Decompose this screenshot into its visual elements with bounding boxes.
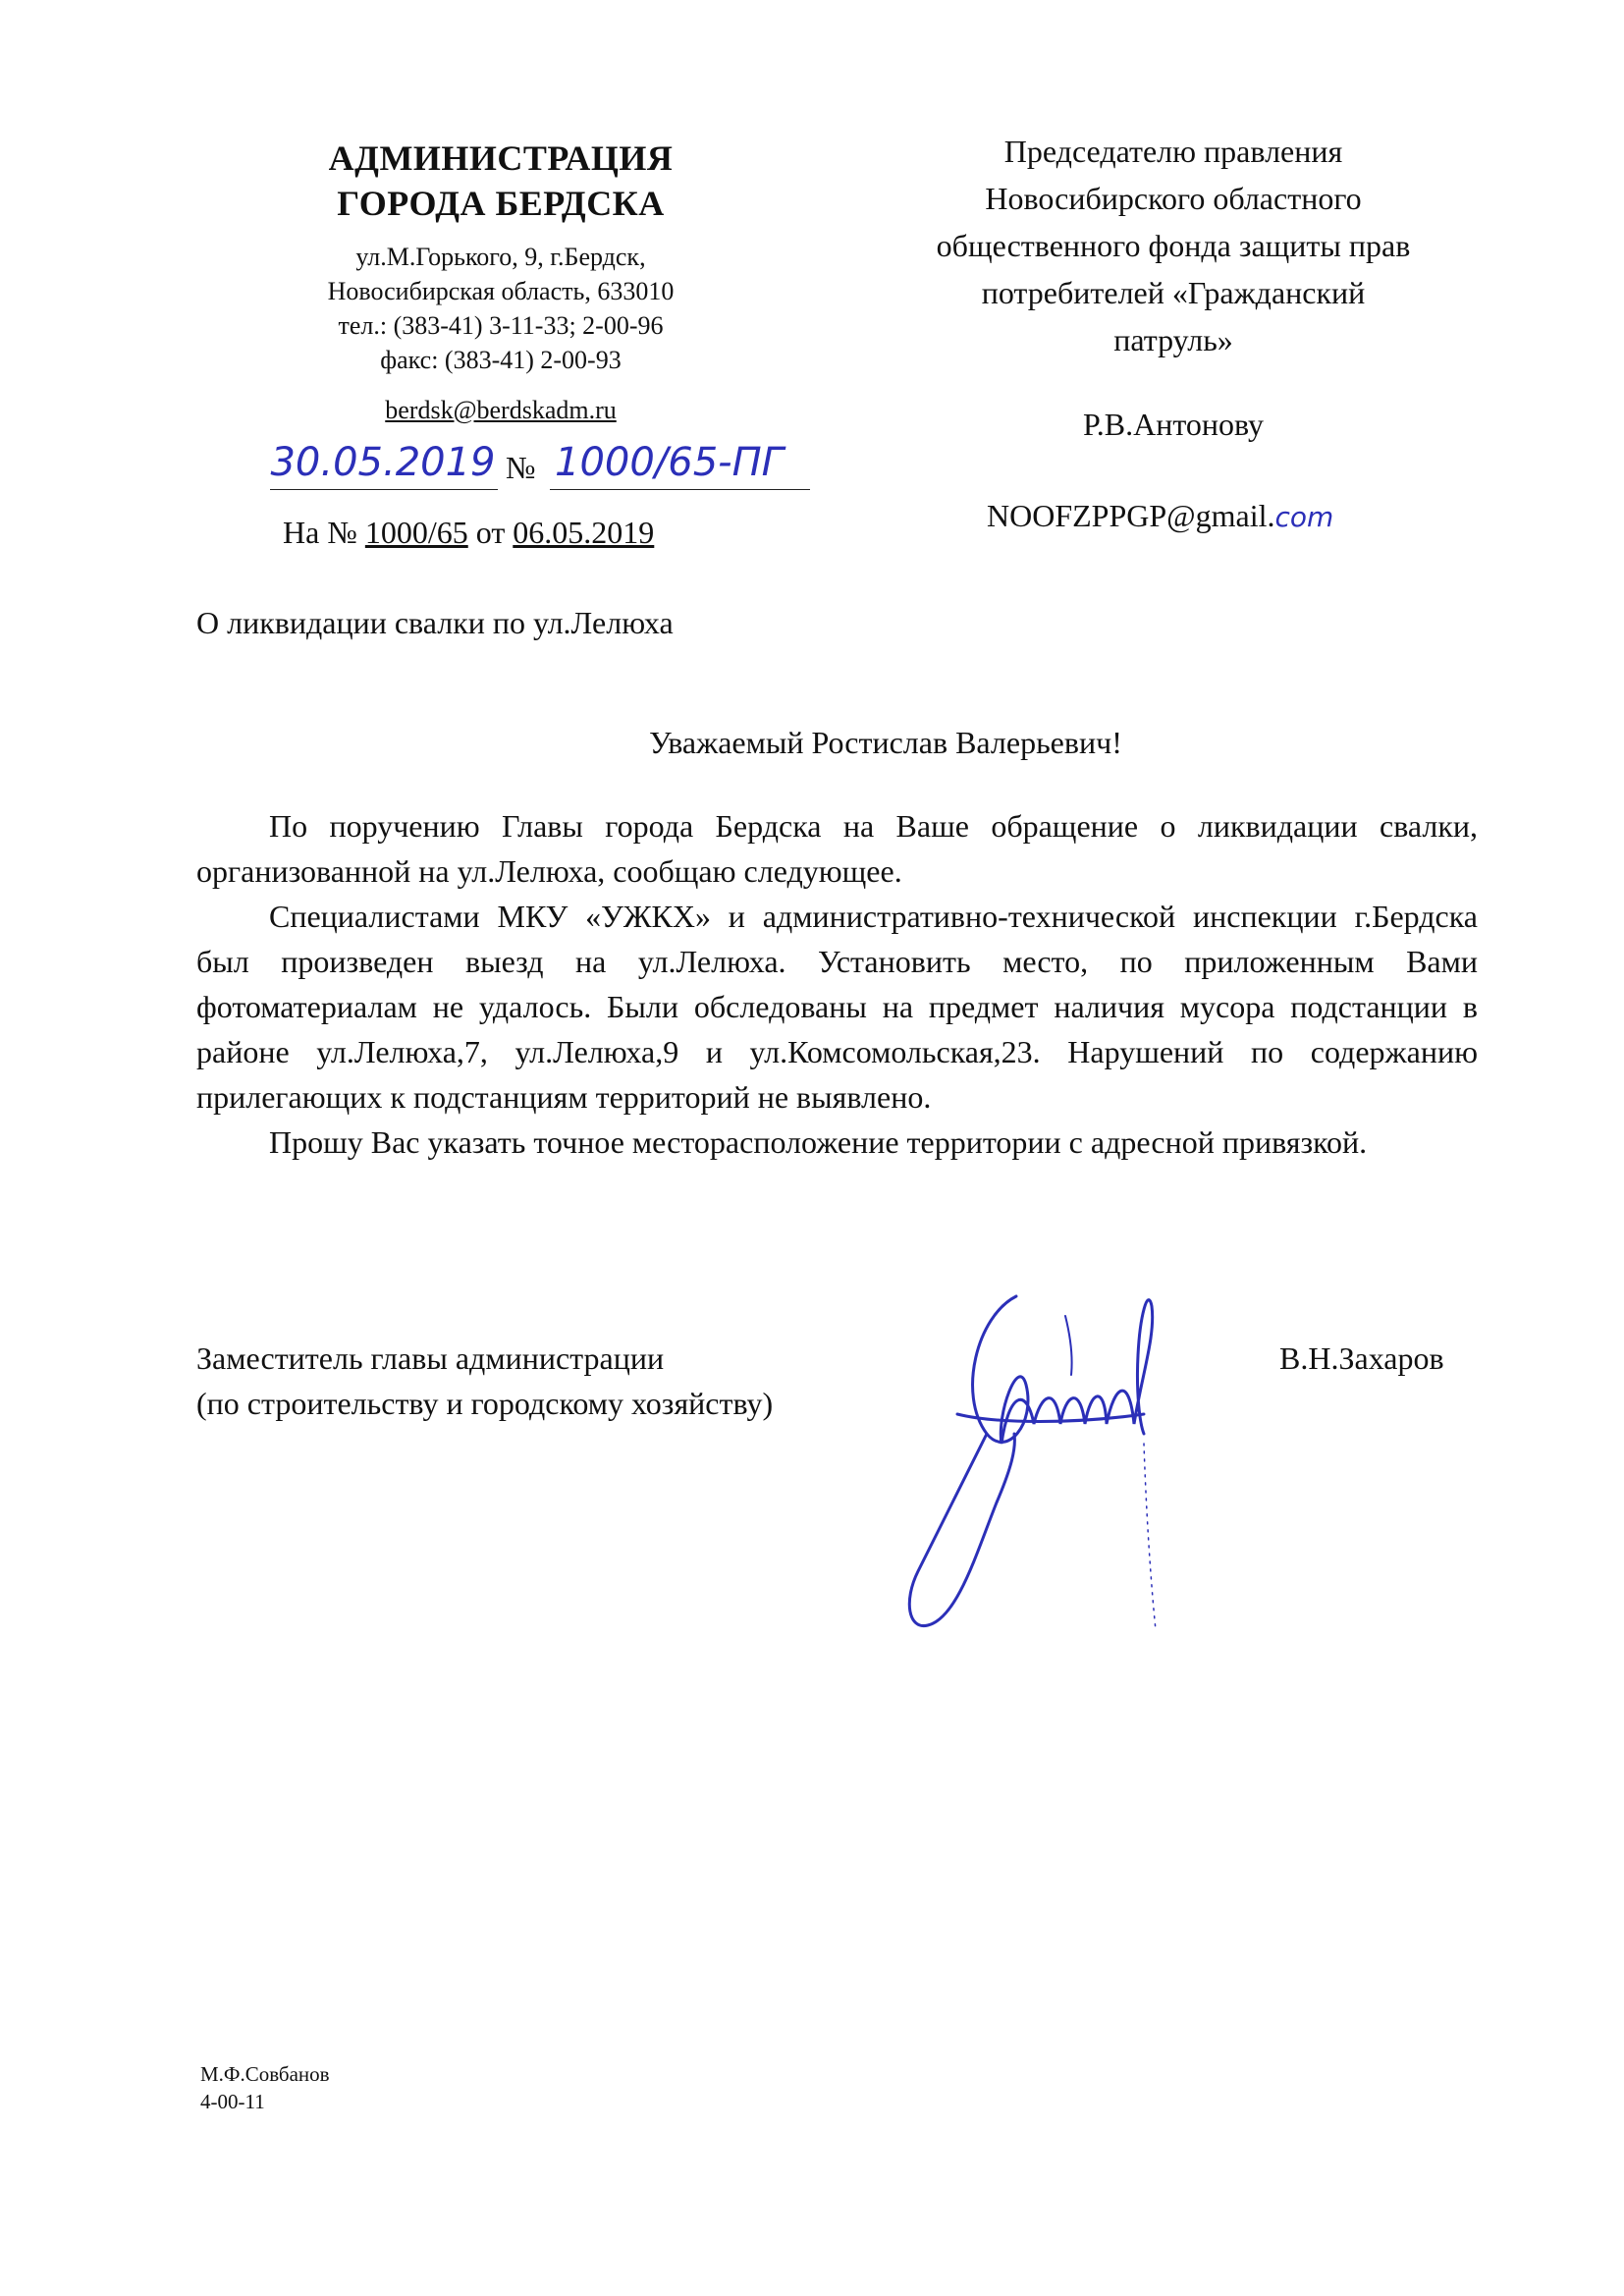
executor-block [200,2060,330,2115]
org-name-line2: ГОРОДА БЕРДСКА [337,184,665,223]
letterhead [226,136,776,426]
recipient-email-typed: NOOFZPPGP@gmail. [987,498,1275,533]
recipient-email-handwritten: com [1274,501,1334,533]
org-address-line1: ул.М.Горького, 9, г.Бердск, [355,243,646,271]
signature-title [196,1336,773,1426]
org-contacts [226,240,776,377]
org-fax: факс: (383-41) 2-00-93 [380,346,622,374]
reference-from: от [475,515,506,550]
letter-body [196,803,1478,1165]
letter-greeting: Уважаемый Ростислав Валерьевич! [649,725,1122,760]
registration-date-underline [270,489,498,490]
signature-title-line1: Заместитель главы администрации [196,1340,665,1376]
recipient-block [859,128,1488,363]
registration-date: 30.05.2019 [270,440,496,485]
recipient-email [987,496,1333,537]
reference-date: 06.05.2019 [513,515,655,550]
recipient-line1: Председателю правления [1003,134,1343,169]
executor-phone: 4-00-11 [200,2090,265,2113]
recipient-line3: общественного фонда защиты прав [936,228,1411,263]
body-paragraph-2: Специалистами МКУ «УЖКХ» и административно-технической инспекции г.Бердска был произведен выезд на ул.Лелюха. Установить место, по приложенным Вами фотоматериалам не удалось. Были обследованы на предмет наличия мусора подстанции в районе ул.Лелюха,7, ул.Лелюха,9 и ул.Комсомольская,23. Нарушений по содержанию прилегающих к подстанциям территорий не выявлено. [196,899,1478,1115]
registration-number-underline [550,489,810,490]
recipient-line2: Новосибирского областного [985,181,1362,216]
reference-number: 1000/65 [364,515,468,550]
org-phone: тел.: (383-41) 3-11-33; 2-00-96 [338,311,664,340]
registration-number: 1000/65-ПГ [555,440,784,485]
recipient-name: Р.В.Антонову [1082,407,1265,442]
signer-name: В.Н.Захаров [1279,1340,1444,1376]
signature-title-line2: (по строительству и городскому хозяйству) [196,1386,774,1421]
registration-number-sign: № [506,450,536,485]
letter-subject: О ликвидации свалки по ул.Лелюха [196,605,674,640]
org-email: berdsk@berdskadm.ru [385,396,617,424]
org-name-line1: АДМИНИСТРАЦИЯ [328,138,674,178]
recipient-line5: патруль» [1113,322,1233,357]
reference-prefix: На № [283,515,357,550]
recipient-line4: потребителей «Гражданский [981,275,1366,310]
executor-name: М.Ф.Совбанов [200,2062,330,2086]
body-paragraph-1: По поручению Главы города Бердска на Ваше обращение о ликвидации свалки, организованной на ул.Лелюха, сообщаю следующее. [196,808,1478,889]
registration-line [270,440,859,499]
handwritten-signature [898,1277,1193,1650]
reference-line [283,513,654,552]
body-paragraph-3: Прошу Вас указать точное месторасположение территории с адресной привязкой. [269,1124,1368,1160]
org-address-line2: Новосибирская область, 633010 [327,277,675,305]
